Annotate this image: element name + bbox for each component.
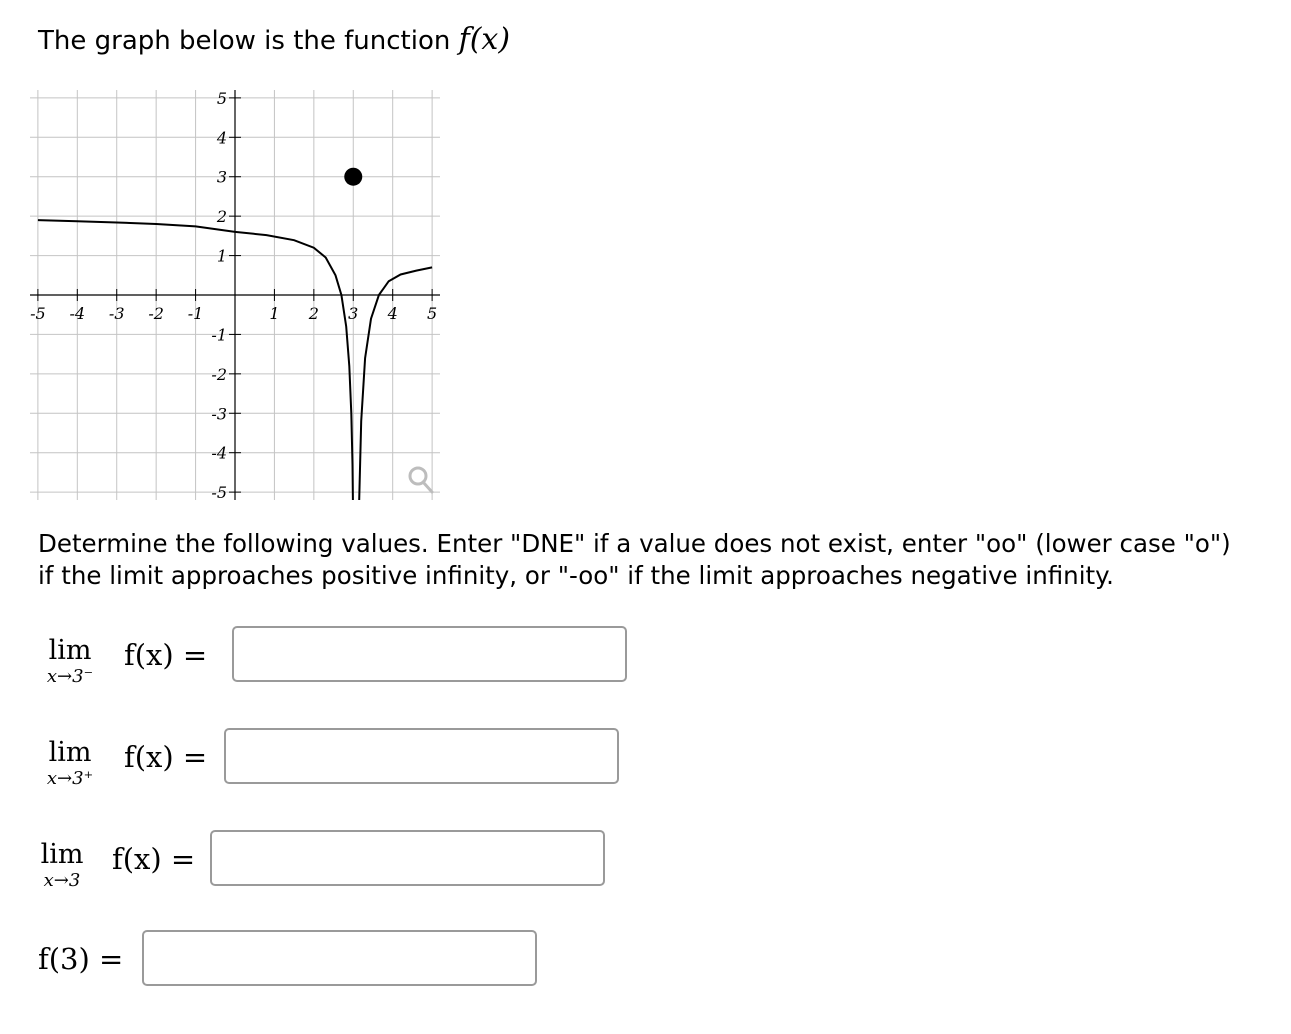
question-two-sided-limit — [38, 830, 638, 892]
function-graph — [30, 90, 440, 500]
question-left-limit — [38, 626, 638, 688]
function-expression: f(x) = — [124, 740, 208, 774]
answer-input-two-sided-limit[interactable] — [210, 830, 605, 886]
x-tick-label: 5 — [427, 304, 438, 323]
instructions — [38, 528, 1278, 592]
filled-point — [344, 168, 362, 186]
function-expression: f(3) = — [38, 942, 124, 976]
limit-notation — [38, 738, 102, 790]
x-tick-label: -1 — [187, 304, 204, 323]
lim-word: lim — [48, 635, 92, 666]
y-tick-label: -2 — [211, 364, 227, 384]
y-tick-label: -4 — [211, 443, 227, 463]
magnify-icon[interactable] — [404, 464, 440, 496]
question-right-limit — [38, 728, 638, 790]
lim-subscript: x→3 — [43, 870, 81, 891]
answer-input-left-limit[interactable] — [232, 626, 627, 682]
y-tick-label: -1 — [211, 325, 227, 345]
x-tick-label: -5 — [30, 304, 46, 323]
function-expression: f(x) = — [112, 842, 196, 876]
y-tick-label: 5 — [216, 90, 227, 108]
y-tick-label: 4 — [216, 128, 227, 148]
y-tick-label: 2 — [216, 207, 227, 227]
intro-label: The graph below is the function — [38, 26, 451, 56]
y-tick-label: 1 — [216, 246, 227, 266]
x-tick-label: -2 — [148, 304, 164, 323]
question-function-value — [38, 930, 638, 992]
x-tick-labels — [30, 304, 437, 323]
lim-word: lim — [40, 839, 84, 870]
answer-input-function-value[interactable] — [142, 930, 537, 986]
instructions-line-1: Determine the following values. Enter "DNE" if a value does not exist, enter "oo" (lower case "o") — [38, 529, 1231, 558]
answer-input-right-limit[interactable] — [224, 728, 619, 784]
function-expression: f(x) = — [124, 638, 208, 672]
limit-notation — [38, 840, 86, 892]
y-tick-label: -3 — [211, 404, 227, 424]
instructions-line-2: if the limit approaches positive infinity, or "-oo" if the limit approaches negative infinity. — [38, 561, 1114, 590]
y-tick-label: -5 — [211, 483, 227, 500]
limit-notation — [38, 636, 102, 688]
x-tick-label: -4 — [69, 304, 86, 323]
intro-function: f(x) — [458, 22, 511, 57]
lim-subscript: x→3⁺ — [46, 768, 94, 789]
x-tick-label: 3 — [348, 304, 359, 323]
lim-word: lim — [48, 737, 92, 768]
y-tick-label: 3 — [216, 167, 227, 187]
x-tick-label: 4 — [387, 304, 398, 323]
intro-text — [38, 22, 510, 57]
x-tick-label: 1 — [269, 304, 280, 323]
x-tick-label: 2 — [308, 304, 319, 323]
x-tick-label: -3 — [108, 304, 125, 323]
lim-subscript: x→3⁻ — [46, 666, 94, 687]
